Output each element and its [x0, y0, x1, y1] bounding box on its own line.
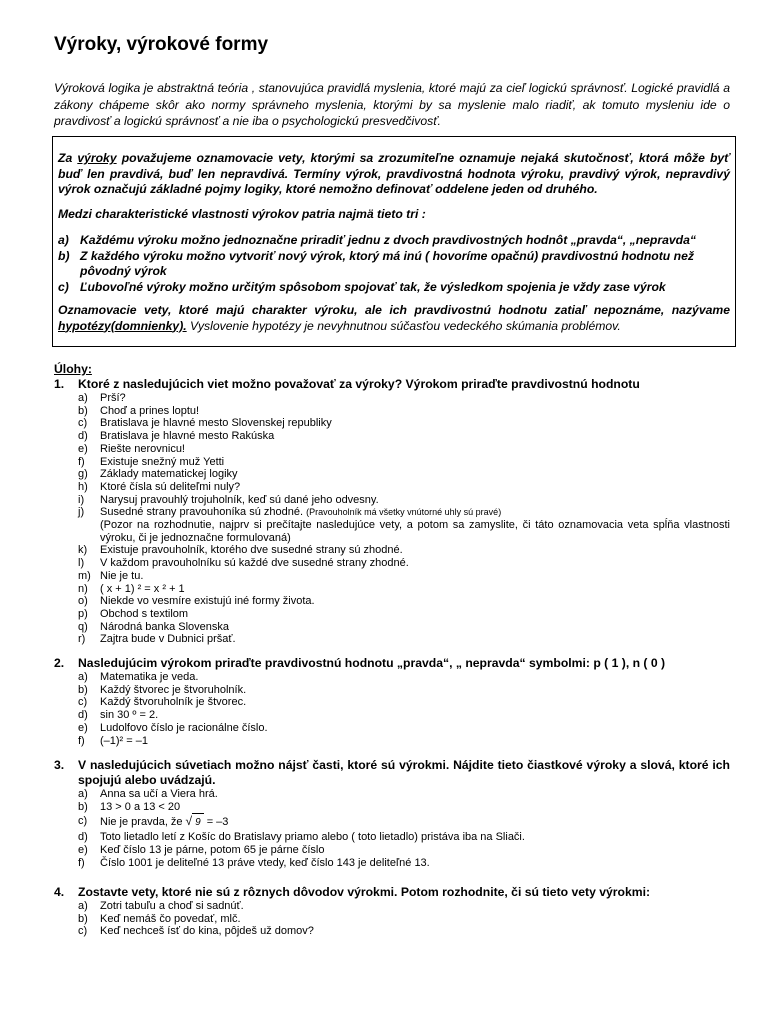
- list-item: [78, 481, 730, 494]
- property-marker: c): [58, 279, 69, 294]
- item-text: Riešte nerovnicu!: [100, 442, 185, 455]
- item-letter: l): [78, 557, 85, 570]
- list-item: [78, 430, 730, 443]
- item-text: Choď a prines loptu!: [100, 404, 200, 417]
- list-item: [78, 722, 730, 735]
- item-letter: a): [78, 788, 88, 800]
- task-number: 3.: [54, 758, 65, 772]
- item-letter: j): [78, 506, 85, 519]
- item-letter: d): [78, 831, 88, 844]
- item-letter: b): [78, 912, 88, 925]
- item-text: 13 > 0 a 13 < 20: [100, 800, 181, 813]
- list-item: [78, 443, 730, 456]
- item-text: Anna sa učí a Viera hrá.: [100, 788, 218, 800]
- property-text: Každému výroku možno jednoznačne priradiť jednu z dvoch pravdivostných hodnôt „pravda“, „nepravda“: [80, 233, 696, 247]
- list-item: [78, 583, 730, 596]
- task-question-text: V nasledujúcich súvetiach možno nájsť časti, ktoré sú výrokmi. Nájdite tieto čiastkové výroky a slová, ktoré ich spojujú alebo uvádzajú.: [78, 758, 730, 787]
- item-text: Existuje pravouholník, ktorého dve susedné strany sú zhodné.: [100, 544, 403, 557]
- item-note: (Pravouholník má všetky vnútorné uhly sú pravé): [306, 507, 502, 518]
- task-number: 4.: [54, 885, 65, 899]
- item-letter: a): [78, 392, 88, 404]
- item-text: Nie je tu.: [100, 569, 144, 582]
- list-item: [78, 696, 730, 709]
- item-text: Číslo 1001 je deliteľné 13 práve vtedy, keď číslo 143 je deliteľné 13.: [100, 856, 430, 869]
- task-question-text: Ktoré z nasledujúcich viet možno považovať za výroky? Výrokom priraďte pravdivostnú hodnotu: [78, 377, 640, 391]
- item-text: Bratislava je hlavné mesto Rakúska: [100, 430, 275, 443]
- item-letter: n): [78, 582, 88, 595]
- item-letter: f): [78, 856, 85, 869]
- list-item: [78, 801, 730, 814]
- task-4: [54, 885, 730, 938]
- tasks-heading: Úlohy:: [54, 362, 92, 376]
- list-item: [78, 900, 730, 913]
- properties-intro: Medzi charakteristické vlastnosti výrokov patria najmä tieto tri :: [58, 207, 426, 221]
- list-item: [78, 925, 730, 938]
- item-letter: f): [78, 455, 85, 468]
- item-letter: e): [78, 844, 88, 857]
- property-text: Z každého výroku možno vytvoriť nový výrok, ktorý má inú ( hovoríme opačnú) pravdivostnú hodnotu než pôvodný výrok: [80, 248, 694, 278]
- item-letter: m): [78, 569, 91, 582]
- item-text: Narysuj pravouhlý trojuholník, keď sú dané jeho odvesny.: [100, 493, 379, 506]
- list-item: [78, 709, 730, 722]
- item-letter: g): [78, 468, 88, 481]
- item-text: Každý štvorec je štvoruholník.: [100, 683, 247, 696]
- item-text: [100, 813, 730, 831]
- list-item: [78, 788, 730, 801]
- list-item: [78, 844, 730, 857]
- hypothesis-term: hypotézy(domnienky).: [58, 318, 187, 333]
- square-root-expression: [186, 813, 204, 831]
- task-question: [54, 758, 730, 788]
- item-letter: p): [78, 607, 88, 620]
- radical-sign-icon: √: [185, 814, 193, 829]
- item-letter: c): [78, 815, 88, 828]
- item-main-text: Susedné strany pravouhoníka sú zhodné.: [100, 506, 304, 519]
- item-letter: c): [78, 925, 88, 938]
- item-letter: c): [78, 417, 88, 430]
- item-text: Niekde vo vesmíre existujú iné formy života.: [100, 595, 315, 608]
- item-letter: r): [78, 633, 86, 646]
- item-text: Základy matematickej logiky: [100, 468, 238, 481]
- task-items: [78, 788, 730, 870]
- item-letter: a): [78, 671, 88, 683]
- item-letter: o): [78, 595, 88, 608]
- task-number: 2.: [54, 656, 65, 670]
- item-text-pre: Nie je pravda, že: [100, 816, 183, 829]
- item-text: Keď číslo 13 je párne, potom 65 je párne číslo: [100, 844, 325, 857]
- properties-list: [58, 233, 730, 295]
- item-letter: f): [78, 734, 85, 747]
- item-letter: e): [78, 442, 88, 455]
- list-item: [78, 735, 730, 748]
- list-item: [78, 671, 730, 684]
- list-item: [78, 684, 730, 697]
- item-letter: a): [78, 900, 88, 912]
- item-letter: i): [78, 493, 85, 506]
- task-items: [78, 900, 730, 938]
- item-text: Keď nemáš čo povedať, mlč.: [100, 912, 241, 925]
- list-item: [78, 544, 730, 557]
- hypothesis-text: Vyslovenie hypotézy je nevyhnutnou súčasťou vedeckého skúmania problémov.: [186, 318, 621, 333]
- property-marker: a): [58, 233, 69, 247]
- property-text: Ľubovoľné výroky možno určitým spôsobom spojovať tak, že výsledkom spojenia je vždy zase výrok: [80, 279, 666, 294]
- item-text: Ludolfovo číslo je racionálne číslo.: [100, 721, 268, 734]
- item-text: Národná banka Slovenska: [100, 620, 230, 633]
- task-question: [54, 377, 730, 392]
- list-item: [78, 621, 730, 634]
- task-question: [54, 656, 730, 671]
- item-text: ( x + 1) ² = x ² + 1: [100, 582, 185, 595]
- item-letter: c): [78, 696, 88, 709]
- list-item: [78, 913, 730, 926]
- list-item: [78, 557, 730, 570]
- definition-text: považujeme oznamovacie vety, ktorými sa zrozumiteľne oznamuje nejaká skutočnosť, ktorá môže byť buď len pravdivá, buď len nepravdivá. Termíny výrok, pravdivostná hodnota výroku, pravdivý výrok, nepravdivý výrok označujú základné pojmy logiky, ktoré nemožno definovať oddelene jeden od druhého.: [58, 151, 731, 196]
- task-3: [54, 758, 730, 870]
- item-text: Zotri tabuľu a choď si sadnúť.: [100, 900, 244, 912]
- definition-paragraph: [58, 151, 730, 198]
- item-letter: q): [78, 620, 88, 633]
- list-item: [78, 417, 730, 430]
- item-letter: b): [78, 404, 88, 417]
- definition-prefix: Za: [58, 151, 78, 165]
- property-item: [58, 280, 730, 296]
- item-text: Keď nechceš ísť do kina, pôjdeš už domov?: [100, 925, 314, 938]
- list-item: [78, 506, 730, 519]
- hypothesis-paragraph: [58, 303, 730, 334]
- item-text: Prší?: [100, 392, 126, 404]
- item-extra-note: (Pozor na rozhodnutie, najprv si prečítajte nasledujúce vety, a potom sa zamyslite, či táto oznamovacia veta spĺňa vlastnosti výroku, či je jednoznačne formulovaná): [100, 519, 730, 544]
- task-items: [78, 392, 730, 646]
- property-marker: b): [58, 248, 70, 263]
- item-text-post: = –3: [206, 816, 229, 829]
- item-text: Bratislava je hlavné mesto Slovenskej republiky: [100, 417, 332, 430]
- radicand: 9: [192, 813, 204, 831]
- list-item: [78, 595, 730, 608]
- hypothesis-lead: Oznamovacie vety, ktoré majú charakter výroku, ale ich pravdivostnú hodnotu zatiaľ nepoznáme, nazývame: [58, 303, 730, 317]
- page-title: Výroky, výrokové formy: [54, 34, 269, 55]
- task-1: [54, 377, 730, 646]
- item-letter: h): [78, 480, 88, 493]
- task-items: [78, 671, 730, 747]
- list-item: [78, 468, 730, 481]
- item-letter: e): [78, 721, 88, 734]
- task-2: [54, 656, 730, 747]
- item-text: Každý štvoruholník je štvorec.: [100, 696, 247, 709]
- item-letter: d): [78, 430, 88, 443]
- intro-paragraph: Výroková logika je abstraktná teória , stanovujúca pravidlá myslenia, ktoré majú za cieľ logickú správnosť. Logické pravidlá a zákony chápeme skôr ako normy správneho myslenia, ktorými by sa myslenie malo riadiť, ak tomuto mysleniu ide o pravdivosť a logickú správnosť a nie iba o psychologickú presvedčivosť.: [54, 81, 730, 128]
- item-text: Existuje snežný muž Yetti: [100, 455, 225, 468]
- list-item: [78, 405, 730, 418]
- task-question-text: Zostavte vety, ktoré nie sú z rôznych dôvodov výrokmi. Potom rozhodnite, či sú tieto vety výrokmi:: [78, 885, 651, 899]
- task-question: [54, 885, 730, 900]
- list-item: [78, 392, 730, 405]
- list-item: [78, 456, 730, 469]
- item-text: V každom pravouholníku sú každé dve susedné strany zhodné.: [100, 557, 409, 570]
- item-letter: d): [78, 709, 88, 722]
- item-text: sin 30 º = 2.: [100, 709, 159, 722]
- list-item: [78, 813, 730, 831]
- list-item: [78, 608, 730, 621]
- item-letter: k): [78, 544, 88, 557]
- item-letter: b): [78, 683, 88, 696]
- definition-term: výroky: [77, 151, 117, 165]
- item-text: [100, 506, 730, 519]
- list-item: [78, 857, 730, 870]
- item-text: (–1)² = –1: [100, 734, 148, 747]
- task-number: 1.: [54, 377, 65, 391]
- definition-box: [52, 136, 736, 347]
- task-question-text: Nasledujúcim výrokom priraďte pravdivostnú hodnotu „pravda“, „ nepravda“ symbolmi: p ( 1 ), n ( 0 ): [78, 656, 666, 670]
- list-item: [78, 570, 730, 583]
- list-item: [78, 494, 730, 507]
- property-item: [58, 233, 730, 249]
- list-item: [78, 633, 730, 646]
- list-item: [78, 831, 730, 844]
- item-letter: b): [78, 800, 88, 813]
- item-text: Zajtra bude v Dubnici pršať.: [100, 633, 236, 646]
- item-text: Toto lietadlo letí z Košíc do Bratislavy priamo alebo ( toto lietadlo) pristáva iba na Sliači.: [100, 831, 525, 844]
- property-item: [58, 249, 730, 280]
- item-text: Ktoré čísla sú deliteľmi nuly?: [100, 480, 241, 493]
- item-text: Matematika je veda.: [100, 671, 199, 683]
- item-text: Obchod s textilom: [100, 607, 189, 620]
